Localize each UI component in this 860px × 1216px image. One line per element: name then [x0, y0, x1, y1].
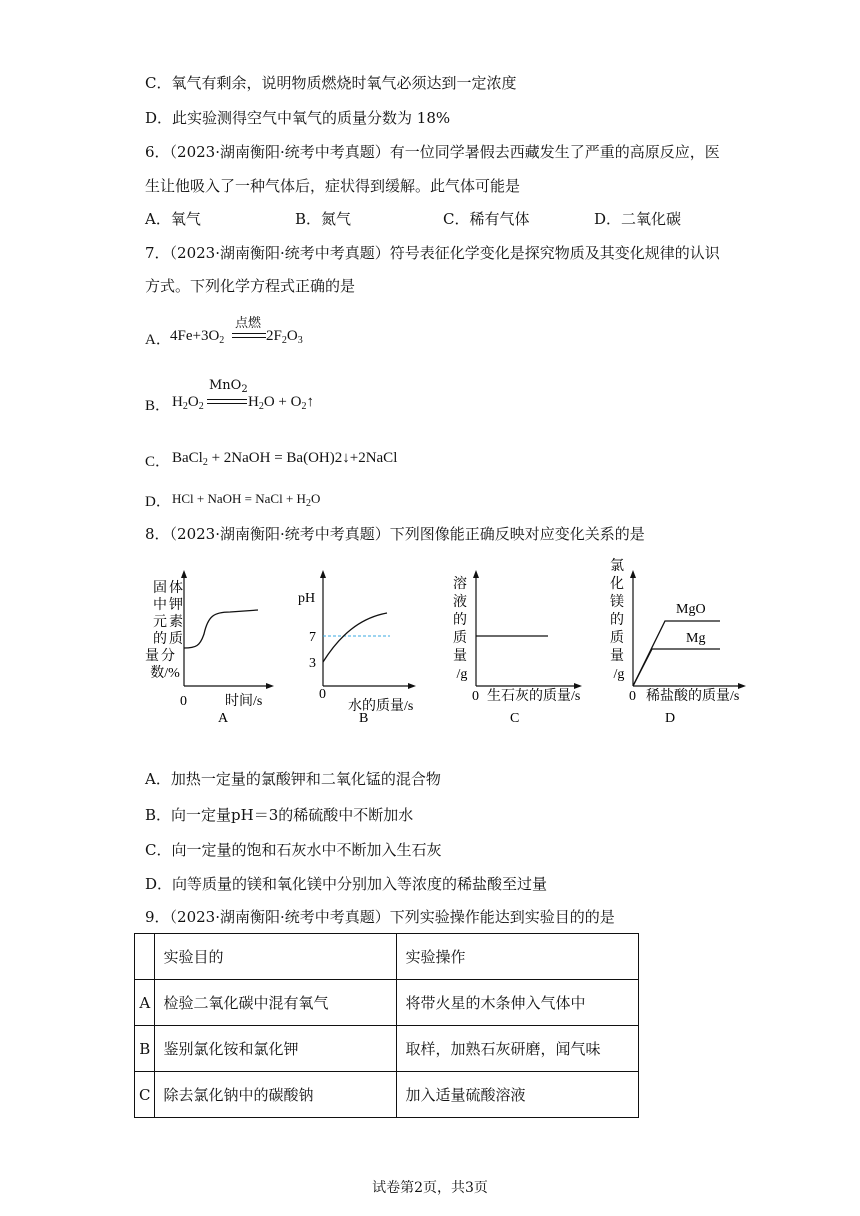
table-cell: 除去氯化钠中的碳酸钠	[155, 1072, 397, 1118]
svg-text:化: 化	[610, 577, 624, 592]
chart-d-line-mgo	[633, 621, 720, 686]
chart-c-caption: C	[510, 711, 520, 725]
q6-option-a: A．氧气	[145, 210, 201, 228]
svg-text:质: 质	[169, 632, 183, 647]
question-8-text: 8．（2023·湖南衡阳·统考中考真题）下列图像能正确反映对应变化关系的是	[145, 525, 645, 543]
chart-b-tick-7: 7	[309, 630, 316, 645]
chart-d-ylabel	[610, 558, 624, 682]
q8-option-d: D．向等质量的镁和氧化镁中分别加入等浓度的稀盐酸至过量	[145, 875, 548, 893]
q8-charts	[0, 550, 860, 725]
table-row	[135, 1072, 639, 1118]
table-header-cell: 实验目的	[155, 934, 397, 980]
chart-d-line-mg	[633, 649, 720, 686]
svg-text:中: 中	[153, 598, 167, 613]
svg-text:量: 量	[610, 649, 624, 664]
chart-d	[610, 558, 746, 725]
question-6-line2: 生让他吸入了一种气体后，症状得到缓解。此气体可能是	[145, 177, 521, 195]
chart-b-xlabel: 水的质量/s	[348, 699, 414, 714]
table-row	[135, 1026, 639, 1072]
chart-b-caption: B	[359, 711, 369, 725]
chart-a	[145, 570, 274, 725]
table-cell: 将带火星的木条伸入气体中	[397, 980, 639, 1026]
svg-text:/g: /g	[456, 667, 468, 682]
svg-text:镁: 镁	[610, 595, 624, 610]
svg-text:钾: 钾	[169, 598, 183, 613]
table-cell: 检验二氧化碳中混有氧气	[155, 980, 397, 1026]
table-cell: 鉴别氯化铵和氯化钾	[155, 1026, 397, 1072]
table-header-row	[135, 934, 639, 980]
q8-option-a: A．加热一定量的氯酸钾和二氧化锰的混合物	[145, 770, 441, 788]
q9-table	[134, 933, 639, 1118]
q7b-label: B．	[145, 398, 171, 414]
table-cell: 加入适量硫酸溶液	[397, 1072, 639, 1118]
svg-text:量: 量	[453, 649, 467, 664]
q6-option-b: B．氮气	[295, 210, 352, 228]
table-cell: B	[135, 1026, 155, 1072]
svg-text:元: 元	[153, 615, 167, 630]
table-cell: 取样，加熟石灰研磨，闻气味	[397, 1026, 639, 1072]
svg-text:分: 分	[161, 649, 175, 664]
table-row	[135, 980, 639, 1026]
svg-text:溶: 溶	[453, 577, 467, 592]
chart-a-ylabel	[145, 579, 183, 681]
question-7-line1: 7．（2023·湖南衡阳·统考中考真题）符号表征化学变化是探究物质及其变化规律的认识	[145, 244, 720, 262]
svg-text:的: 的	[610, 613, 624, 628]
page-footer: 试卷第2页，共3页	[372, 1180, 488, 1196]
q7-option-d	[0, 490, 860, 512]
table-header-cell: 实验操作	[397, 934, 639, 980]
option-d-text: D．此实验测得空气中氧气的质量分数为 18%	[145, 109, 451, 127]
svg-text:素: 素	[169, 615, 183, 630]
chart-b-origin: 0	[319, 687, 326, 702]
svg-text:体: 体	[169, 581, 183, 596]
svg-text:质: 质	[610, 631, 624, 646]
chart-c-origin: 0	[472, 689, 479, 704]
q7a-label: A．	[145, 332, 171, 348]
chart-c-xlabel: 生石灰的质量/s	[487, 689, 581, 704]
svg-text:/g: /g	[613, 667, 625, 682]
table-cell: A	[135, 980, 155, 1026]
q7b-rhs: $H_2O$ + $O_2↑$	[248, 394, 314, 412]
q8-option-c: C．向一定量的饱和石灰水中不断加入生石灰	[145, 841, 442, 859]
q6-option-d: D．二氧化碳	[594, 210, 682, 228]
question-7-line2: 方式。下列化学方程式正确的是	[145, 277, 356, 295]
svg-text:量: 量	[145, 649, 159, 664]
q6-option-c: C．稀有气体	[443, 210, 530, 228]
q7-option-b	[0, 378, 860, 418]
question-6-options	[0, 208, 860, 230]
table-cell: C	[135, 1072, 155, 1118]
q8-option-b: B．向一定量pH＝3的稀硫酸中不断加水	[145, 806, 414, 824]
svg-text:的: 的	[453, 613, 467, 628]
chart-b	[298, 570, 416, 725]
chart-d-series-mgo: MgO	[676, 602, 706, 617]
q7-option-a	[0, 312, 860, 352]
svg-text:数/%: 数/%	[150, 666, 180, 681]
chart-d-xlabel: 稀盐酸的质量/s	[646, 689, 740, 704]
q7c-equation: BaCl$_2$ + 2NaOH = Ba(OH)2↓+2NaCl	[172, 450, 398, 468]
chart-c-ylabel	[453, 575, 467, 682]
chart-c	[453, 570, 582, 725]
chart-d-origin: 0	[629, 689, 636, 704]
svg-text:固: 固	[153, 581, 167, 596]
chart-b-tick-3: 3	[309, 656, 316, 671]
svg-text:氯: 氯	[610, 559, 624, 574]
q7b-equals	[207, 399, 247, 404]
chart-d-series-mg: Mg	[686, 631, 706, 646]
chart-b-ylabel: pH	[298, 591, 316, 606]
q7a-condition: 点燃	[235, 316, 262, 331]
chart-a-caption: A	[218, 711, 229, 725]
question-6-line1: 6．（2023·湖南衡阳·统考中考真题）有一位同学暑假去西藏发生了严重的高原反应，医	[145, 143, 720, 161]
svg-text:的: 的	[153, 632, 167, 647]
svg-text:质: 质	[453, 631, 467, 646]
table-header-cell	[135, 934, 155, 980]
chart-a-curve	[184, 610, 258, 648]
q7d-equation: HCl + NaOH = NaCl + $H_2O$	[172, 491, 321, 509]
chart-b-curve	[323, 613, 387, 662]
q7c-label: C．	[145, 454, 171, 470]
q7-option-c	[0, 450, 860, 474]
svg-text:液: 液	[453, 595, 467, 610]
question-9-text: 9．（2023·湖南衡阳·统考中考真题）下列实验操作能达到实验目的的是	[145, 908, 615, 926]
chart-a-xlabel: 时间/s	[225, 694, 263, 709]
chart-d-caption: D	[665, 711, 676, 725]
chart-a-origin: 0	[180, 694, 187, 709]
q7a-rhs: $2F_2O_3$	[266, 328, 303, 346]
option-c-text: C．氧气有剩余，说明物质燃烧时氧气必须达到一定浓度	[145, 74, 517, 92]
q7b-condition: MnO$_2$	[209, 378, 248, 395]
q7a-lhs: $4Fe+3O_2$	[170, 328, 225, 346]
q7a-equals	[232, 333, 266, 338]
q7d-label: D．	[145, 494, 171, 510]
q7b-lhs: $H_2O_2$	[172, 394, 204, 412]
